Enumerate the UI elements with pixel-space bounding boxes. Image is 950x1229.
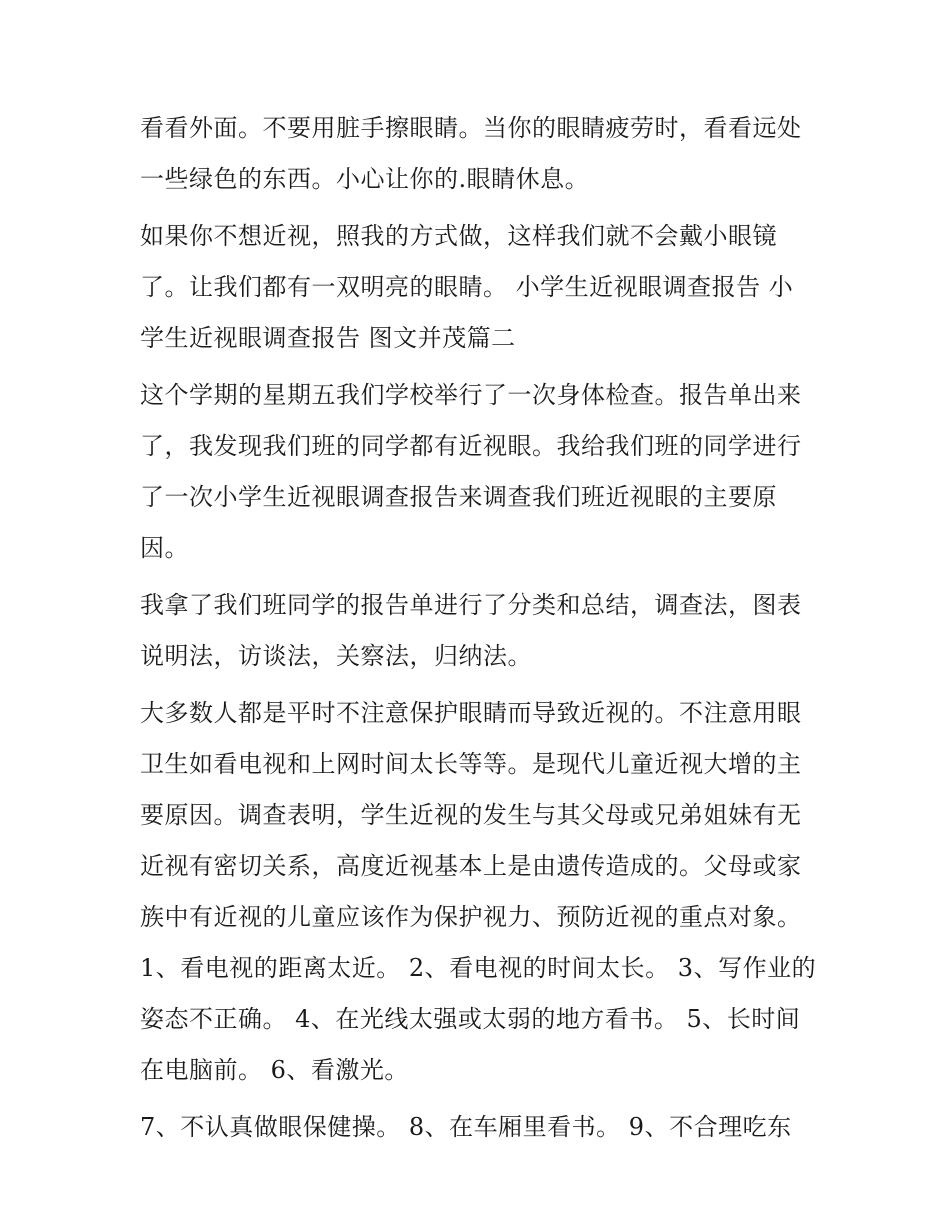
document-body [140,103,820,1159]
text-line: 族中有近视的儿童应该作为保护视力、预防近视的重点对象。 [140,903,802,931]
text-line: 卫生如看电视和上网时间太长等等。是现代儿童近视大增的主 [140,750,802,778]
text-line: 要原因。调查表明，学生近视的发生与其父母或兄弟姐妹有无 [140,801,802,829]
text-line: 这个学期的星期五我们学校举行了一次身体检查。报告单出来 [140,381,802,409]
text-line: 了。让我们都有一双明亮的眼睛。 小学生近视眼调查报告 小 [140,273,794,301]
text-line: 姿态不正确。 4、在光线太强或太弱的地方看书。 5、长时间 [140,1005,801,1033]
text-line: 1、看电视的距离太近。 2、看电视的时间太长。 3、写作业的 [140,954,817,982]
paragraph-more-causes [140,1102,820,1153]
text-line: 我拿了我们班同学的报告单进行了分类和总结，调查法，图表 [140,591,802,619]
text-line: 说明法，访谈法，关察法，归纳法。 [140,642,532,670]
paragraph-closing-advice [140,211,820,364]
text-line: 大多数人都是平时不注意保护眼睛而导致近视的。不注意用眼 [140,699,802,727]
paragraph-survey-intro [140,370,820,574]
text-line: 近视有密切关系，高度近视基本上是由遗传造成的。父母或家 [140,852,802,880]
text-line: 了一次小学生近视眼调查报告来调查我们班近视眼的主要原 [140,483,777,511]
paragraph-causes [140,688,820,1096]
text-line: 因。 [140,534,189,562]
text-line: 了，我发现我们班的同学都有近视眼。我给我们班的同学进行 [140,432,802,460]
text-line: 学生近视眼调查报告 图文并茂篇二 [140,324,516,352]
text-line: 7、不认真做眼保健操。 8、在车厢里看书。 9、不合理吃东 [140,1113,792,1141]
paragraph-eye-care-tips [140,103,820,205]
text-line: 如果你不想近视，照我的方式做，这样我们就不会戴小眼镜 [140,222,777,250]
text-line: 一些绿色的东西。小心让你的.眼睛休息。 [140,165,590,193]
text-line: 看看外面。不要用脏手擦眼睛。当你的眼睛疲劳时，看看远处 [140,114,802,142]
paragraph-survey-methods [140,580,820,682]
text-line: 在电脑前。 6、看激光。 [140,1056,409,1084]
